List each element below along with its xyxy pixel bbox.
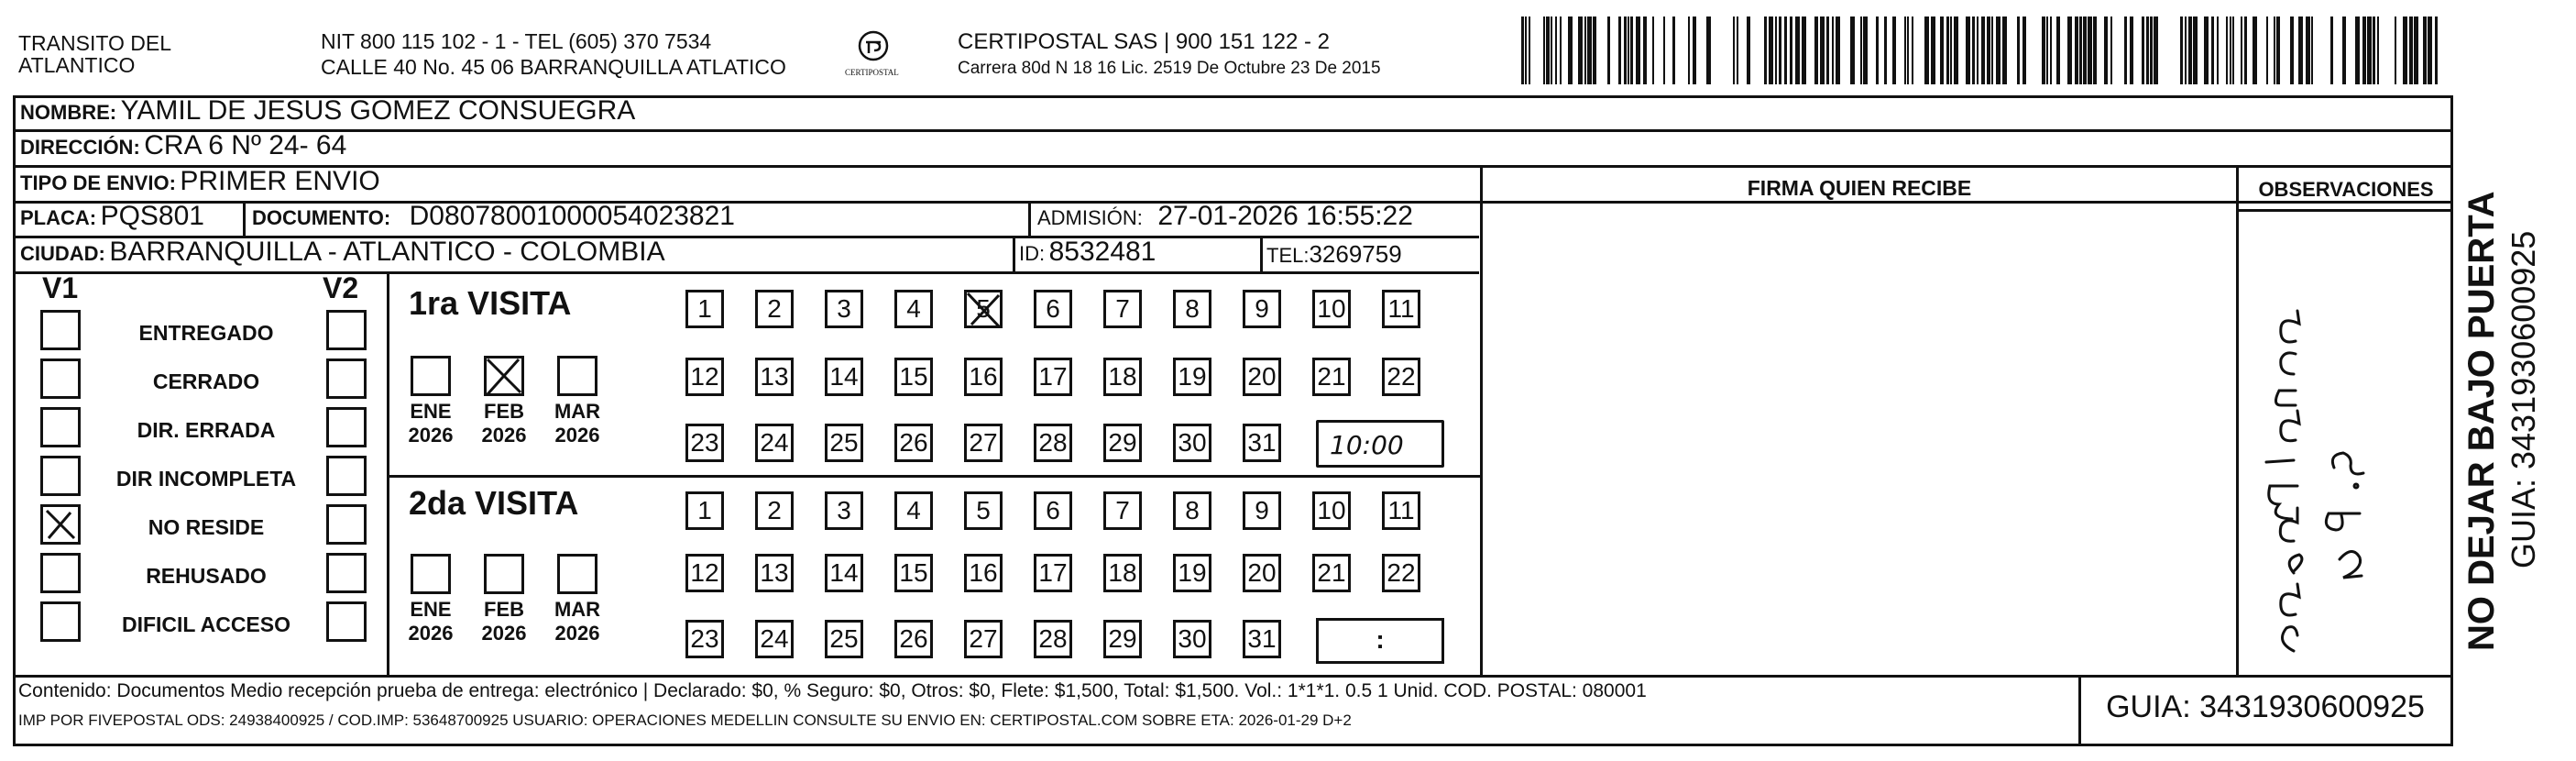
day-box[interactable]: 8 [1173,491,1211,530]
month-year: 2026 [554,424,600,447]
day-box[interactable]: 14 [825,554,863,592]
v1-checkbox[interactable] [40,358,81,399]
v1-checkbox[interactable] [40,504,81,545]
day-box[interactable]: 9 [1243,491,1281,530]
day-box[interactable]: 23 [685,424,724,462]
day-box[interactable]: 17 [1034,554,1072,592]
day-box[interactable]: 30 [1173,620,1211,658]
month-name: FEB [484,400,524,423]
tel-label: TEL: [1266,244,1310,267]
day-box[interactable]: 6 [1034,290,1072,328]
nit-line: NIT 800 115 102 - 1 - TEL (605) 370 7534 [321,29,712,53]
month-checkbox[interactable] [411,356,451,396]
day-box[interactable]: 25 [825,620,863,658]
month-year: 2026 [408,622,454,645]
month-name: ENE [410,400,452,423]
day-box[interactable]: 1 [685,491,724,530]
license-line: Carrera 80d N 18 16 Lic. 2519 De Octubre 23 De 2015 [958,59,1381,78]
status-label: DIR INCOMPLETA [115,467,297,491]
month-year: 2026 [408,424,454,447]
rule [387,475,1483,478]
v1-checkbox[interactable] [40,310,81,350]
rule [2078,675,2081,746]
day-box[interactable]: 1 [685,290,724,328]
v2-checkbox[interactable] [326,504,367,545]
observaciones-header: OBSERVACIONES [2258,178,2434,201]
v1-checkbox[interactable] [40,553,81,593]
month-year: 2026 [481,424,527,447]
day-box[interactable]: 4 [894,290,933,328]
v2-checkbox[interactable] [326,601,367,642]
rule [1013,236,1015,271]
certipostal-logo [841,28,905,83]
day-box[interactable]: 18 [1103,554,1142,592]
rule [1028,201,1031,236]
admision-label: ADMISIÓN: [1037,206,1143,229]
day-box[interactable] [964,290,1003,328]
tipo-envio-row [20,166,380,197]
id-cell [1019,237,1156,268]
day-box[interactable]: 7 [1103,491,1142,530]
v2-label: V2 [323,271,359,304]
day-box[interactable]: 28 [1034,620,1072,658]
day-box[interactable]: 3 [825,491,863,530]
day-box[interactable]: 25 [825,424,863,462]
day-box[interactable]: 30 [1173,424,1211,462]
footer-line1: Contenido: Documentos Medio recepción prueba de entrega: electrónico | Declarado: $0, % Seguro: $0, Otros: $0, Flete: $1,500, Total: $1,500. Vol.: 1*1*1. 0.5 1 Unid. COD. POSTAL: 080001 [18,680,1647,701]
direccion-label: DIRECCIÓN: [20,136,140,159]
day-box[interactable]: 22 [1382,554,1420,592]
observaciones-handwriting [2239,211,2453,675]
month-checkbox[interactable] [484,554,524,594]
day-box[interactable]: 7 [1103,290,1142,328]
day-box[interactable]: 18 [1103,358,1142,396]
day-box[interactable]: 9 [1243,290,1281,328]
day-box[interactable]: 6 [1034,491,1072,530]
day-box[interactable]: 26 [894,424,933,462]
day-box[interactable]: 12 [685,358,724,396]
nombre-label: NOMBRE: [20,101,117,124]
day-box[interactable]: 21 [1312,358,1351,396]
day-box[interactable]: 20 [1243,554,1281,592]
documento-label: DOCUMENTO: [252,206,391,229]
day-box[interactable]: 17 [1034,358,1072,396]
rule [13,129,2453,132]
rule [243,201,246,236]
footer-guia: GUIA: 3431930600925 [2106,689,2425,724]
day-box[interactable]: 19 [1173,358,1211,396]
day-box[interactable]: 10 [1312,491,1351,530]
day-box[interactable]: 24 [755,424,794,462]
day-box[interactable]: 2 [755,290,794,328]
status-label: CERRADO [152,369,260,393]
placa-label: PLACA: [20,206,97,229]
rule [387,271,389,675]
day-box[interactable]: 22 [1382,358,1420,396]
month-name: MAR [554,598,601,621]
status-label: DIR. ERRADA [137,418,276,442]
first-visit-time-box[interactable] [1316,420,1444,468]
day-box[interactable]: 13 [755,554,794,592]
first-visit-time-text: 10:00 [1330,430,1404,460]
v2-checkbox[interactable] [326,553,367,593]
firma-header: FIRMA QUIEN RECIBE [1747,176,1972,200]
tel-cell [1266,240,1402,269]
documento-value: D08078001000054023821 [409,201,735,231]
address-line: CALLE 40 No. 45 06 BARRANQUILLA ATLATICO [321,55,786,79]
v2-checkbox[interactable] [326,456,367,496]
placa-value: PQS801 [100,201,204,231]
tipo-envio-label: TIPO DE ENVIO: [20,171,176,194]
day-box[interactable]: 10 [1312,290,1351,328]
day-box[interactable]: 4 [894,491,933,530]
v2-checkbox[interactable] [326,358,367,399]
month-name: ENE [410,598,452,621]
ciudad-value: BARRANQUILLA - ATLANTICO - COLOMBIA [109,237,665,267]
day-box[interactable]: 23 [685,620,724,658]
day-box[interactable]: 31 [1243,424,1281,462]
day-box[interactable]: 11 [1382,491,1420,530]
second-visit-time-box[interactable] [1316,618,1444,664]
day-box[interactable]: 16 [964,358,1003,396]
barcode [1521,17,2438,84]
tipo-envio-value: PRIMER ENVIO [180,166,380,196]
v1-checkbox[interactable] [40,456,81,496]
admision-value: 27-01-2026 16:55:22 [1157,201,1413,231]
month-name: FEB [484,598,524,621]
status-label: DIFICIL ACCESO [121,612,290,636]
status-label: REHUSADO [146,564,267,588]
id-value: 8532481 [1048,237,1156,267]
month-year: 2026 [481,622,527,645]
day-box[interactable]: 13 [755,358,794,396]
nombre-value: YAMIL DE JESUS GOMEZ CONSUEGRA [120,95,636,126]
day-box[interactable]: 27 [964,620,1003,658]
month-year: 2026 [554,622,600,645]
second-visit-time-value: : [1376,625,1385,654]
org-name-line2: ATLANTICO [18,53,136,77]
day-box[interactable]: 15 [894,554,933,592]
day-box[interactable]: 2 [755,491,794,530]
v1-checkbox[interactable] [40,601,81,642]
logo-caption: CERTIPOSTAL [845,68,899,77]
documento-cell [252,201,735,232]
day-box[interactable]: 16 [964,554,1003,592]
v1-checkbox[interactable] [40,407,81,447]
day-box[interactable]: 11 [1382,290,1420,328]
day-box[interactable]: 31 [1243,620,1281,658]
month-name: MAR [554,400,601,423]
check-mark-icon [484,356,524,396]
org-name-line1: TRANSITO DEL [18,31,171,55]
day-number: 5 [976,294,991,323]
day-box[interactable]: 29 [1103,424,1142,462]
day-box[interactable]: 15 [894,358,933,396]
rule [1260,236,1263,271]
check-mark-icon [964,290,1003,328]
direccion-value: CRA 6 Nº 24- 64 [144,130,347,160]
month-checkbox[interactable] [557,554,597,594]
id-label: ID: [1019,242,1046,265]
side-warning: NO DEJAR BAJO PUERTA [2461,191,2502,651]
day-box[interactable]: 26 [894,620,933,658]
nombre-row [20,95,635,127]
day-box[interactable]: 28 [1034,424,1072,462]
admision-cell [1037,201,1413,232]
rule [13,675,2453,678]
v2-checkbox[interactable] [326,310,367,350]
v2-checkbox[interactable] [326,407,367,447]
footer-line2: IMP POR FIVEPOSTAL ODS: 24938400925 / COD.IMP: 53648700925 USUARIO: OPERACIONES MEDELLIN CONSULTE SU ENVIO EN: CERTIPOSTAL.COM SOBRE ETA: 2026-01-29 D+2 [18,711,1352,729]
side-guia: GUIA: 3431930600925 [2505,230,2542,568]
signature-area[interactable] [1483,211,2236,675]
placa-cell [20,201,204,232]
month-checkbox[interactable] [484,356,524,396]
month-checkbox[interactable] [557,356,597,396]
day-box[interactable]: 29 [1103,620,1142,658]
day-box[interactable]: 27 [964,424,1003,462]
day-box[interactable]: 14 [825,358,863,396]
company-line: CERTIPOSTAL SAS | 900 151 122 - 2 [958,29,1330,54]
month-checkbox[interactable] [411,554,451,594]
day-box[interactable]: 19 [1173,554,1211,592]
ciudad-cell [20,237,665,268]
status-label: ENTREGADO [138,321,274,345]
day-box[interactable]: 24 [755,620,794,658]
ciudad-label: CIUDAD: [20,242,105,265]
day-box[interactable]: 20 [1243,358,1281,396]
v1-label: V1 [42,271,79,304]
second-visit-label: 2da VISITA [409,484,579,522]
rule [13,271,1479,274]
direccion-row [20,130,346,161]
status-label: NO RESIDE [148,515,265,539]
day-box[interactable]: 8 [1173,290,1211,328]
day-box[interactable]: 21 [1312,554,1351,592]
day-box[interactable]: 3 [825,290,863,328]
first-visit-time-handwriting [1319,423,1441,465]
first-visit-label: 1ra VISITA [409,284,572,322]
check-mark-icon [43,507,78,542]
day-box[interactable]: 12 [685,554,724,592]
tel-value: 3269759 [1309,240,1402,268]
day-box[interactable]: 5 [964,491,1003,530]
